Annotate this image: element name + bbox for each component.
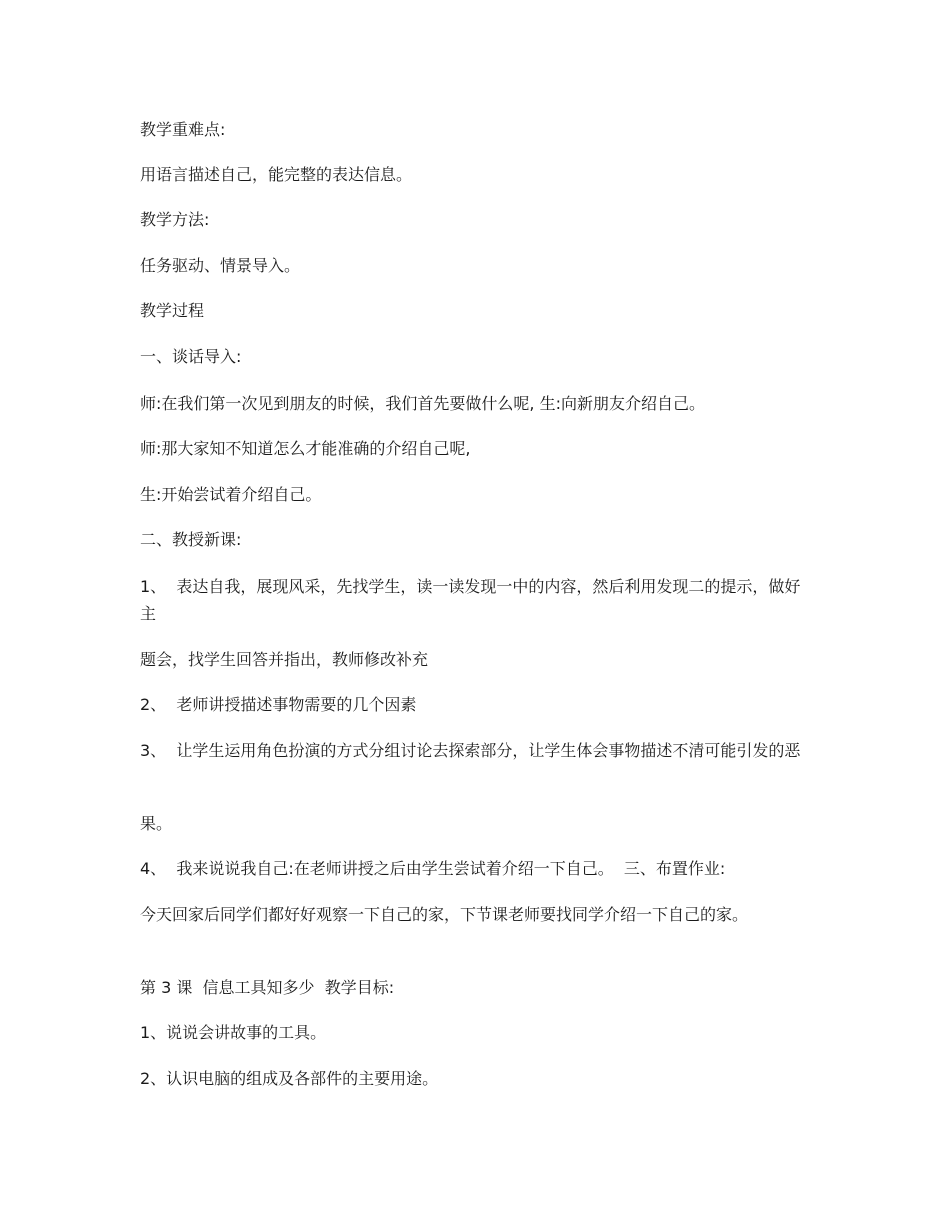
paragraph-dialogue-1: 师:在我们第一次见到朋友的时候，我们首先要做什么呢, 生:向新朋友介绍自己。 [140,394,705,413]
list-item-1-continued: 题会，找学生回答并指出，教师修改补充 [140,650,429,669]
list-item-4: 4、 我来说说我自己:在老师讲授之后由学生尝试着介绍一下自己。 三、布置作业: [140,859,726,878]
paragraph-homework: 今天回家后同学们都好好观察一下自己的家，下节课老师要找同学介绍一下自己的家。 [140,905,749,924]
heading-teaching-methods: 教学方法: [140,210,210,229]
list-item-1: 1、 表达自我，展现风采，先找学生，读一读发现一中的内容，然后利用发现二的提示，做好主 [140,577,801,623]
list-item-3-continued: 果。 [140,814,173,833]
list-item-3: 3、 让学生运用角色扮演的方式分组讨论去探索部分，让学生体会事物描述不清可能引发的恶 [140,741,801,760]
heading-section-two: 二、教授新课: [140,530,242,549]
heading-key-points: 教学重难点: [140,120,226,139]
paragraph-key-points-content: 用语言描述自己，能完整的表达信息。 [140,165,413,184]
heading-lesson-3: 第 3 课 信息工具知多少 教学目标: [140,978,395,997]
heading-teaching-process: 教学过程 [140,301,205,320]
heading-section-one: 一、谈话导入: [140,347,242,366]
list-item-2: 2、 老师讲授描述事物需要的几个因素 [140,695,417,714]
objective-item-2: 2、认识电脑的组成及各部件的主要用途。 [140,1069,439,1088]
paragraph-dialogue-2: 师:那大家知不知道怎么才能准确的介绍自己呢, [140,439,471,458]
paragraph-teaching-methods-content: 任务驱动、情景导入。 [140,256,301,275]
paragraph-dialogue-3: 生:开始尝试着介绍自己。 [140,485,322,504]
objective-item-1: 1、说说会讲故事的工具。 [140,1023,327,1042]
